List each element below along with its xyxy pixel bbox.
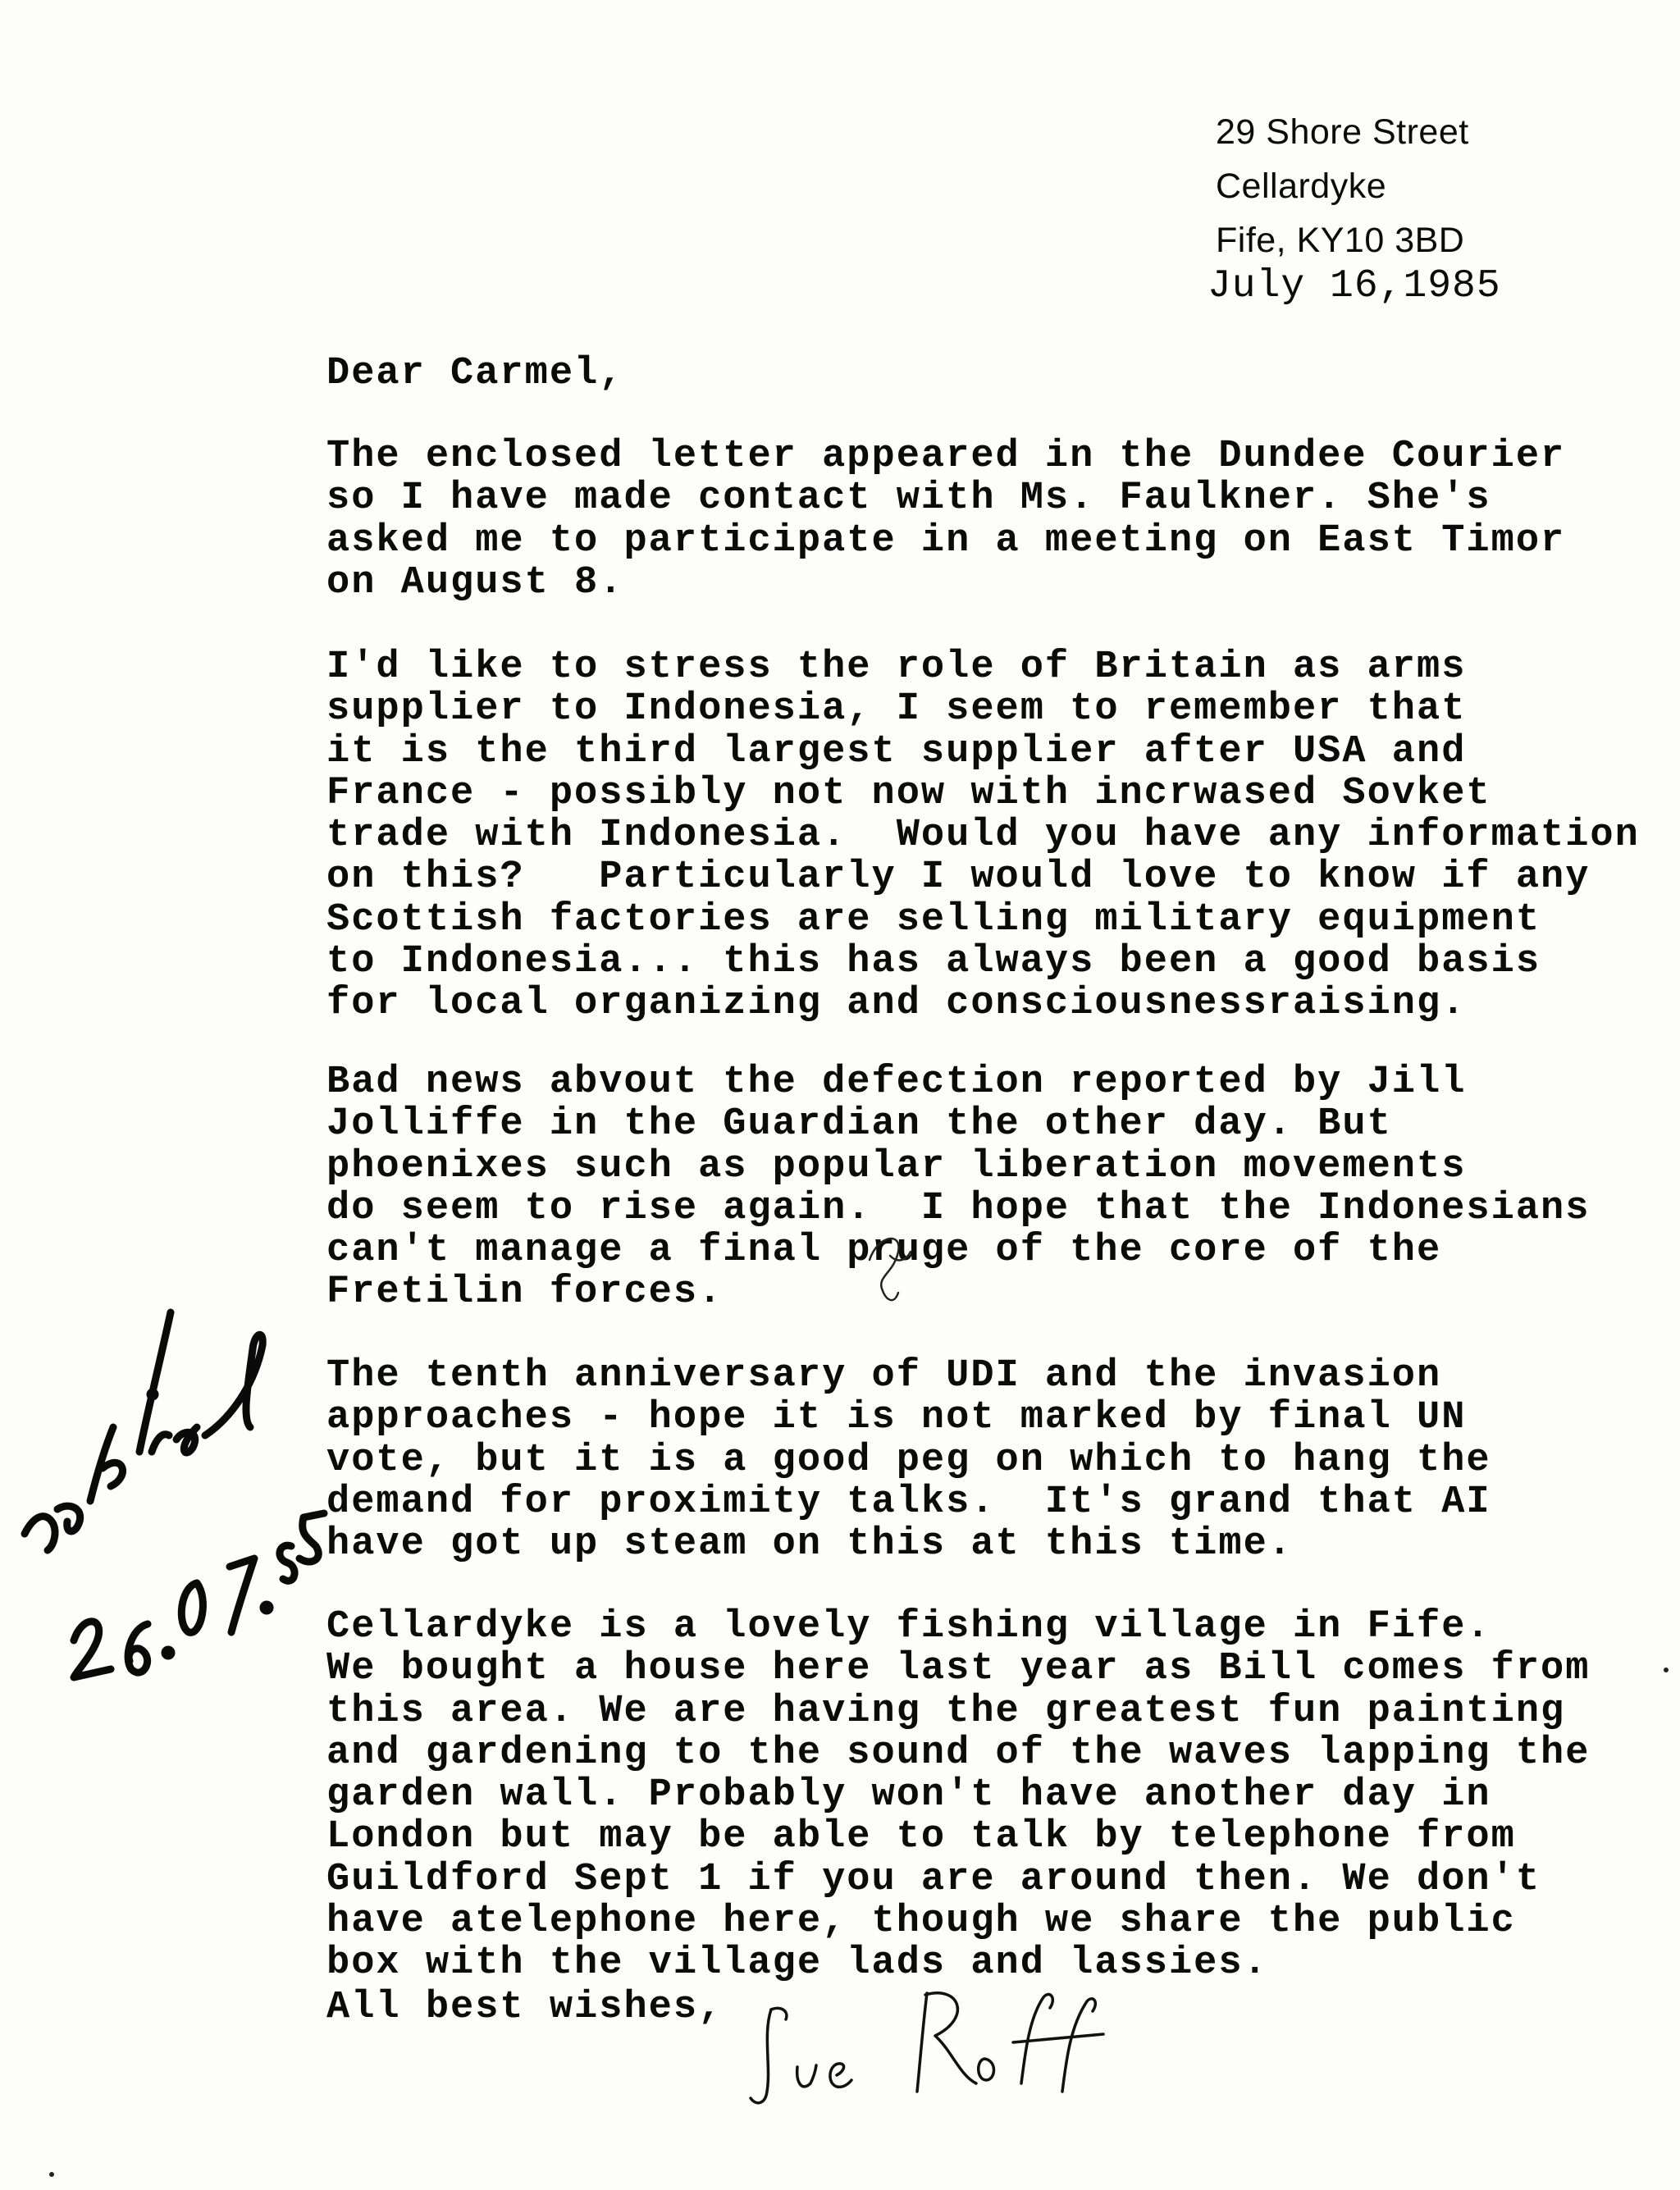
paragraph-5 xyxy=(326,1606,1590,1985)
body-line: phoenixes such as popular liberation movements xyxy=(326,1144,1467,1189)
body-line: garden wall. Probably won't have another day in xyxy=(326,1773,1491,1818)
sender-address xyxy=(1216,105,1469,267)
handwritten-signature xyxy=(738,1960,1132,2141)
body-line: Cellardyke is a lovely fishing village in Fife. xyxy=(326,1605,1491,1649)
body-line: approaches - hope it is not marked by final UN xyxy=(326,1396,1467,1440)
closing: All best wishes, xyxy=(326,1986,724,2029)
body-line: asked me to participate in a meeting on East Timor xyxy=(326,518,1566,563)
body-line: The tenth anniversary of UDI and the invasion xyxy=(326,1354,1442,1398)
body-line: this area. We are having the greatest fun painting xyxy=(326,1689,1566,1733)
body-line: Guildford Sept 1 if you are around then. We don't xyxy=(326,1857,1541,1901)
address-line-postcode: Fife, KY10 3BD xyxy=(1216,221,1465,260)
paragraph-3 xyxy=(326,1061,1590,1314)
address-line-town: Cellardyke xyxy=(1216,167,1387,206)
body-line: demand for proximity talks. It's grand that AI xyxy=(326,1480,1491,1524)
body-line: can't manage a final pruge of the core of the xyxy=(326,1229,1442,1273)
body-line: vote, but it is a good peg on which to hang the xyxy=(326,1438,1491,1482)
body-line: have got up steam on this at this time. xyxy=(326,1522,1293,1567)
body-line: trade with Indonesia. Would you have any information xyxy=(326,814,1640,858)
body-line: on August 8. xyxy=(326,560,624,605)
paragraph-1 xyxy=(326,436,1565,604)
body-line: on this? Particularly I would love to know if any xyxy=(326,855,1591,900)
body-line: London but may be able to talk by telephone from xyxy=(326,1815,1516,1859)
body-line: have atelephone here, though we share the public xyxy=(326,1900,1516,1944)
body-line: Jolliffe in the Guardian the other day. But xyxy=(326,1102,1392,1147)
body-line: supplier to Indonesia, I seem to remember that xyxy=(326,687,1467,732)
stray-mark xyxy=(49,2172,54,2177)
body-line: it is the third largest supplier after USA and xyxy=(326,729,1467,773)
body-line: Scottish factories are selling military equipment xyxy=(326,897,1541,942)
body-line: I'd like to stress the role of Britain as arms xyxy=(326,646,1467,689)
body-line: Bad news abvout the defection reported by Jill xyxy=(326,1061,1467,1104)
letter-date: July 16,1985 xyxy=(1208,264,1501,308)
paragraph-4 xyxy=(326,1355,1491,1565)
body-line: Fretilin forces. xyxy=(326,1271,724,1315)
body-line: so I have made contact with Ms. Faulkner. She's xyxy=(326,477,1491,521)
body-line: for local organizing and consciousnessraising. xyxy=(326,982,1467,1026)
address-line-street: 29 Shore Street xyxy=(1216,112,1469,152)
body-line: to Indonesia... this has always been a good basis xyxy=(326,940,1541,984)
salutation: Dear Carmel, xyxy=(326,352,624,395)
body-line: box with the village lads and lassies. xyxy=(326,1941,1268,1986)
body-line: The enclosed letter appeared in the Dundee Courier xyxy=(326,435,1566,478)
body-line: do seem to rise again. I hope that the Indonesians xyxy=(326,1186,1591,1230)
paragraph-2 xyxy=(326,646,1640,1025)
body-line: and gardening to the sound of the waves lapping the xyxy=(326,1731,1591,1775)
body-line: France - possibly not now with incrwased Sovket xyxy=(326,771,1491,815)
stray-mark xyxy=(1664,1668,1669,1672)
body-line: We bought a house here last year as Bill comes from xyxy=(326,1647,1591,1691)
handwritten-margin-note xyxy=(8,1263,328,1690)
handwritten-correction-mark xyxy=(853,1227,927,1309)
